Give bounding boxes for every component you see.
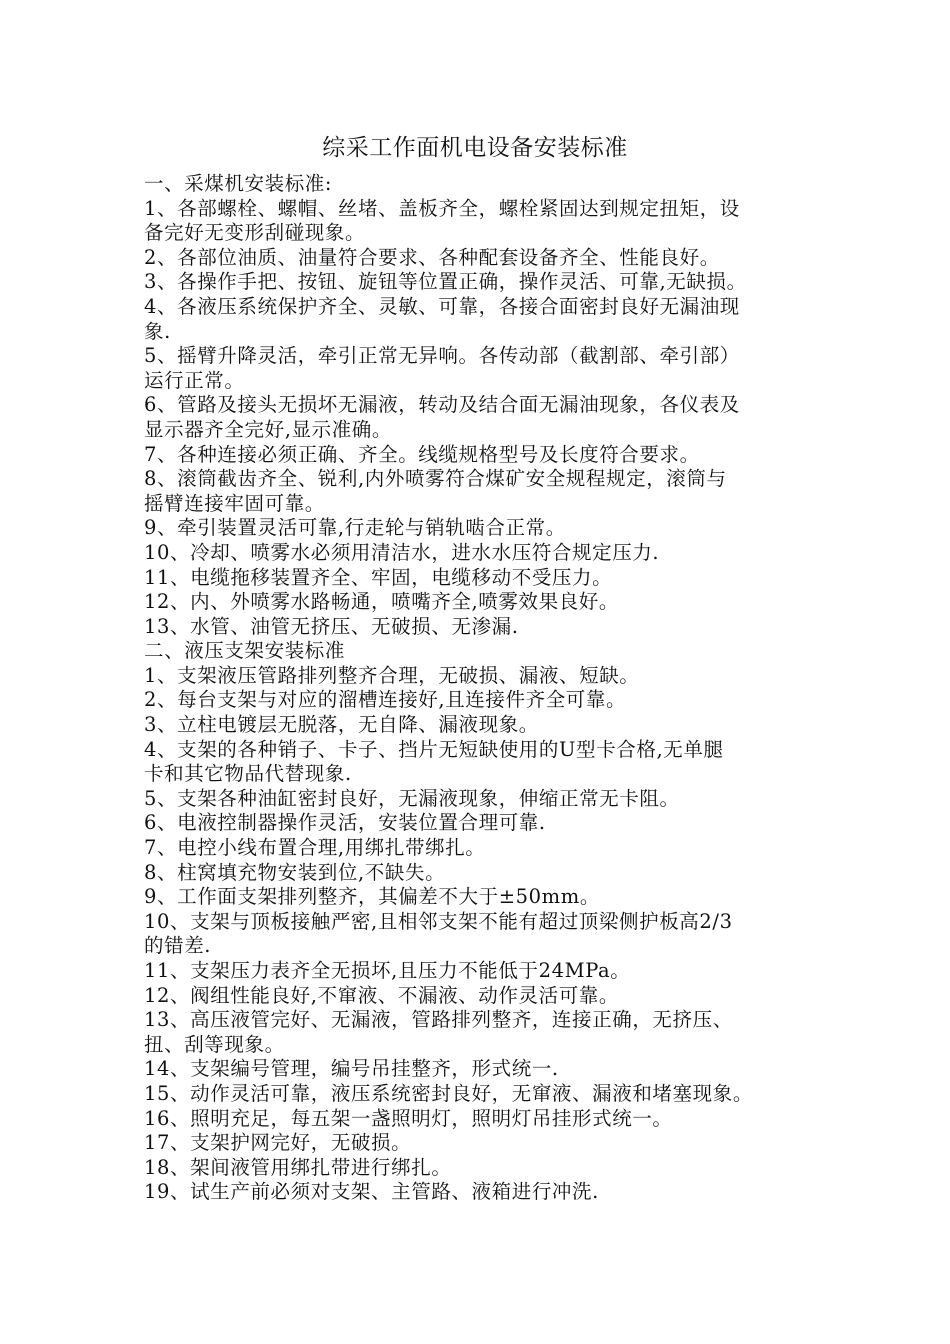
text-line: 象. [144,319,171,343]
text-line: 摇臂连接牢固可靠。 [144,491,325,515]
text-line: 扭、刮等现象。 [144,1032,285,1056]
text-line: 4、各液压系统保护齐全、灵敏、可靠，各接合面密封良好无漏油现 [144,294,740,318]
text-line: 13、高压液管完好、无漏液，管路排列整齐，连接正确，无挤压、 [144,1008,733,1032]
text-line: 14、支架编号管理，编号吊挂整齐，形式统一. [144,1057,559,1081]
text-line: 卡和其它物品代替现象. [144,762,352,786]
text-line: 的错差. [144,934,212,958]
text-line: 11、支架压力表齐全无损坏,且压力不能低于24MPa。 [144,959,631,982]
text-line: 4、支架的各种销子、卡子、挡片无短缺使用的U型卡合格,无单腿 [144,737,724,761]
text-line: 7、电控小线布置合理,用绑扎带绑扎。 [144,836,486,860]
document-title: 综采工作面机电设备安装标准 [322,135,628,161]
text-line: 17、支架护网完好，无破损。 [144,1131,412,1155]
text-line: 18、架间液管用绑扎带进行绑扎。 [144,1155,452,1179]
text-line: 8、滚筒截齿齐全、锐利,内外喷雾符合煤矿安全规程规定，滚筒与 [144,467,727,491]
text-line: 19、试生产前必须对支架、主管路、液箱进行冲洗. [144,1180,599,1204]
text-line: 2、各部位油质、油量符合要求、各种配套设备齐全、性能良好。 [144,245,720,269]
text-line: 9、牵引装置灵活可靠,行走轮与销轨啮合正常。 [144,516,566,540]
text-line: 运行正常。 [144,368,245,392]
text-line: 10、冷却、喷雾水必须用清洁水，进水水压符合规定压力. [144,540,660,564]
text-line: 13、水管、油管无挤压、无破损、无渗漏. [144,614,519,638]
text-line: 显示器齐全完好,显示准确。 [144,417,392,441]
text-line: 3、立柱电镀层无脱落，无自降、漏液现象。 [144,713,539,737]
text-line: 1、支架液压管路排列整齐合理，无破损、漏液、短缺。 [144,663,640,687]
text-line: 6、管路及接头无损坏无漏液，转动及结合面无漏油现象，各仪表及 [144,393,740,417]
text-line: 15、动作灵活可靠，液压系统密封良好，无窜液、漏液和堵塞现象。 [144,1081,753,1105]
text-line: 5、摇臂升降灵活，牵引正常无异响。各传动部（截割部、牵引部） [144,344,740,368]
text-line: 16、照明充足，每五架一盏照明灯，照明灯吊挂形式统一。 [144,1106,673,1130]
text-line: 7、各种连接必须正确、齐全。线缆规格型号及长度符合要求。 [144,442,700,466]
text-line: 11、电缆拖移装置齐全、牢固，电缆移动不受压力。 [144,565,613,589]
document-body [144,172,810,1205]
text-line: 12、内、外喷雾水路畅通，喷嘴齐全,喷雾效果良好。 [144,590,620,614]
text-line: 9、工作面支架排列整齐，其偏差不大于±50mm。 [144,885,600,909]
text-line: 备完好无变形刮碰现象。 [144,221,366,245]
text-line: 10、支架与顶板接触严密,且相邻支架不能有超过顶梁侧护板高2/3 [144,909,733,933]
text-line: 8、柱窝填充物安装到位,不缺失。 [144,860,446,884]
text-line: 12、阀组性能良好,不窜液、不漏液、动作灵活可靠。 [144,983,620,1007]
text-line: 二、液压支架安装标准 [144,639,346,663]
text-line: 一、采煤机安装标准: [144,172,333,195]
text-line: 6、电液控制器操作灵活，安装位置合理可靠. [144,811,546,835]
text-line: 1、各部螺栓、螺帽、丝堵、盖板齐全，螺栓紧固达到规定扭矩，设 [144,196,740,220]
text-line: 5、支架各种油缸密封良好，无漏液现象，伸缩正常无卡阻。 [144,786,680,810]
text-line: 3、各操作手把、按钮、旋钮等位置正确，操作灵活、可靠,无缺损。 [144,270,747,294]
text-line: 2、每台支架与对应的溜槽连接好,且连接件齐全可靠。 [144,688,627,712]
